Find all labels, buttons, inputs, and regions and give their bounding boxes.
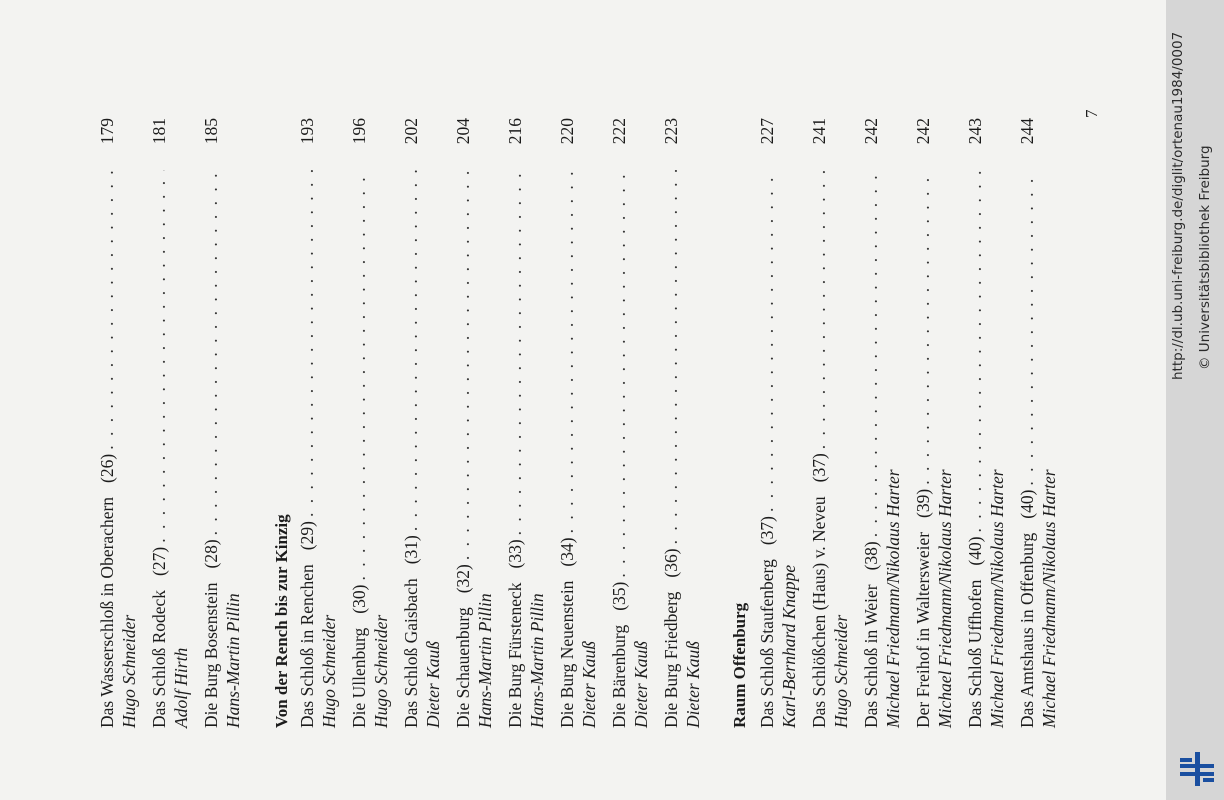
entry-page: 216: [505, 118, 525, 145]
entry-author: Hugo Schneider: [831, 614, 851, 728]
leader-dots: [200, 170, 222, 535]
ub-freiburg-logo-icon: [1176, 748, 1218, 790]
entry-title: Das Schloß Gaisbach: [401, 578, 421, 728]
entry-author: Karl-Bernhard Knappe: [779, 564, 799, 728]
entry-title: Das Schloß Rodeck: [149, 589, 169, 728]
entry-number: (28): [201, 539, 221, 569]
entry-page: 204: [453, 118, 473, 145]
entry-page: 181: [149, 118, 169, 145]
entry-author: Hugo Schneider: [371, 614, 391, 728]
entry-page: 223: [661, 118, 681, 145]
entry-author: Michael Friedmann/Nikolaus Harter: [883, 469, 903, 728]
entry-title: Das Schloß in Weier: [861, 584, 881, 728]
entry-title: Das Amtshaus in Offenburg: [1017, 532, 1037, 728]
toc-entry: [96, 118, 140, 728]
entry-author: Dieter Kauß: [579, 640, 599, 728]
leader-dots: [1016, 170, 1038, 486]
toc-entry: [296, 118, 340, 728]
leader-dots: [808, 170, 830, 449]
entry-title: Das Schlößchen (Haus) v. Neveu: [809, 496, 829, 728]
leader-dots: [148, 170, 170, 543]
leader-dots: [608, 170, 630, 578]
toc-entry: [148, 118, 192, 728]
entry-number: (38): [861, 541, 881, 571]
toc-entry: [1016, 118, 1060, 728]
entry-number: (36): [661, 548, 681, 578]
entry-author: Michael Friedmann/Nikolaus Harter: [935, 469, 955, 728]
entry-title: Das Schloß Staufenberg: [757, 559, 777, 728]
toc-entry: [348, 118, 392, 728]
leader-dots: [556, 170, 578, 533]
entry-page: 242: [861, 118, 881, 145]
entry-author: Michael Friedmann/Nikolaus Harter: [987, 469, 1007, 728]
entry-number: (33): [505, 539, 525, 569]
toc-entry: [504, 118, 548, 728]
entry-page: 202: [401, 118, 421, 145]
entry-title: Das Wasserschloß in Oberachern: [97, 496, 117, 728]
entry-title: Die Burg Neuenstein: [557, 580, 577, 728]
entry-page: 196: [349, 118, 369, 145]
leader-dots: [452, 170, 474, 560]
section-heading: Von der Rench bis zur Kinzig: [272, 514, 291, 728]
entry-title: Die Burg Friedberg: [661, 591, 681, 728]
copyright-notice: © Universitätsbibliothek Freiburg: [1197, 145, 1213, 370]
leader-dots: [96, 170, 118, 450]
entry-page: 193: [297, 118, 317, 145]
entry-number: (29): [297, 521, 317, 551]
entry-page: 242: [913, 118, 933, 145]
toc-entry: [756, 118, 800, 728]
entry-page: 227: [757, 118, 777, 145]
entry-title: Die Schauenburg: [453, 607, 473, 728]
leader-dots: [504, 170, 526, 535]
entry-author: Hans-Martin Pillin: [475, 593, 495, 728]
entry-number: (27): [149, 546, 169, 576]
toc-entry: [660, 118, 704, 728]
toc-entry: [808, 118, 852, 728]
entry-page: 243: [965, 118, 985, 145]
entry-page: 241: [809, 118, 829, 145]
entry-number: (37): [757, 516, 777, 546]
leader-dots: [348, 170, 370, 581]
toc-entry: [200, 118, 244, 728]
entry-title: Die Ullenburg: [349, 627, 369, 728]
entry-page: 185: [201, 118, 221, 145]
entry-title: Die Burg Fürsteneck: [505, 582, 525, 728]
entry-number: (26): [97, 453, 117, 483]
viewer-sidebar: [1166, 0, 1224, 800]
entry-title: Das Schloß in Renchen: [297, 564, 317, 728]
entry-page: 179: [97, 118, 117, 145]
entry-title: Die Burg Bosenstein: [201, 582, 221, 728]
entry-page: 222: [609, 118, 629, 145]
entry-number: (30): [349, 584, 369, 614]
entry-author: Dieter Kauß: [683, 640, 703, 728]
leader-dots: [912, 170, 934, 485]
toc-entry: [912, 118, 956, 728]
leader-dots: [400, 170, 422, 531]
entry-number: (39): [913, 488, 933, 518]
entry-author: Michael Friedmann/Nikolaus Harter: [1039, 469, 1059, 728]
section-heading: Raum Offenburg: [730, 602, 749, 728]
entry-title: Die Bärenburg: [609, 624, 629, 728]
entry-author: Adolf Hirth: [171, 647, 191, 728]
entry-author: Dieter Kauß: [631, 640, 651, 728]
toc-entry: [452, 118, 496, 728]
leader-dots: [860, 170, 882, 537]
entry-number: (40): [1017, 489, 1037, 519]
source-url[interactable]: http://dl.ub.uni-freiburg.de/diglit/ortenau1984/0007: [1170, 31, 1186, 380]
entry-author: Hugo Schneider: [319, 614, 339, 728]
entry-author: Dieter Kauß: [423, 640, 443, 728]
entry-number: (32): [453, 564, 473, 594]
toc-entry: [964, 118, 1008, 728]
leader-dots: [660, 170, 682, 544]
entry-author: Hans-Martin Pillin: [527, 593, 547, 728]
toc-entry: [608, 118, 652, 728]
toc-entry: [860, 118, 904, 728]
toc-entry: [556, 118, 600, 728]
entry-title: Der Freihof in Waltersweier: [913, 531, 933, 728]
entry-number: (40): [965, 536, 985, 566]
entry-number: (35): [609, 581, 629, 611]
entry-number: (34): [557, 537, 577, 567]
leader-dots: [964, 170, 986, 532]
page-number: 7: [1082, 109, 1101, 118]
entry-number: (37): [809, 453, 829, 483]
entry-author: Hugo Schneider: [119, 614, 139, 728]
entry-author: Hans-Martin Pillin: [223, 593, 243, 728]
entry-page: 244: [1017, 118, 1037, 145]
leader-dots: [296, 170, 318, 517]
leader-dots: [756, 170, 778, 512]
entry-page: 220: [557, 118, 577, 145]
entry-title: Das Schloß Uffhofen: [965, 579, 985, 728]
entry-number: (31): [401, 535, 421, 565]
toc-entry: [400, 118, 444, 728]
